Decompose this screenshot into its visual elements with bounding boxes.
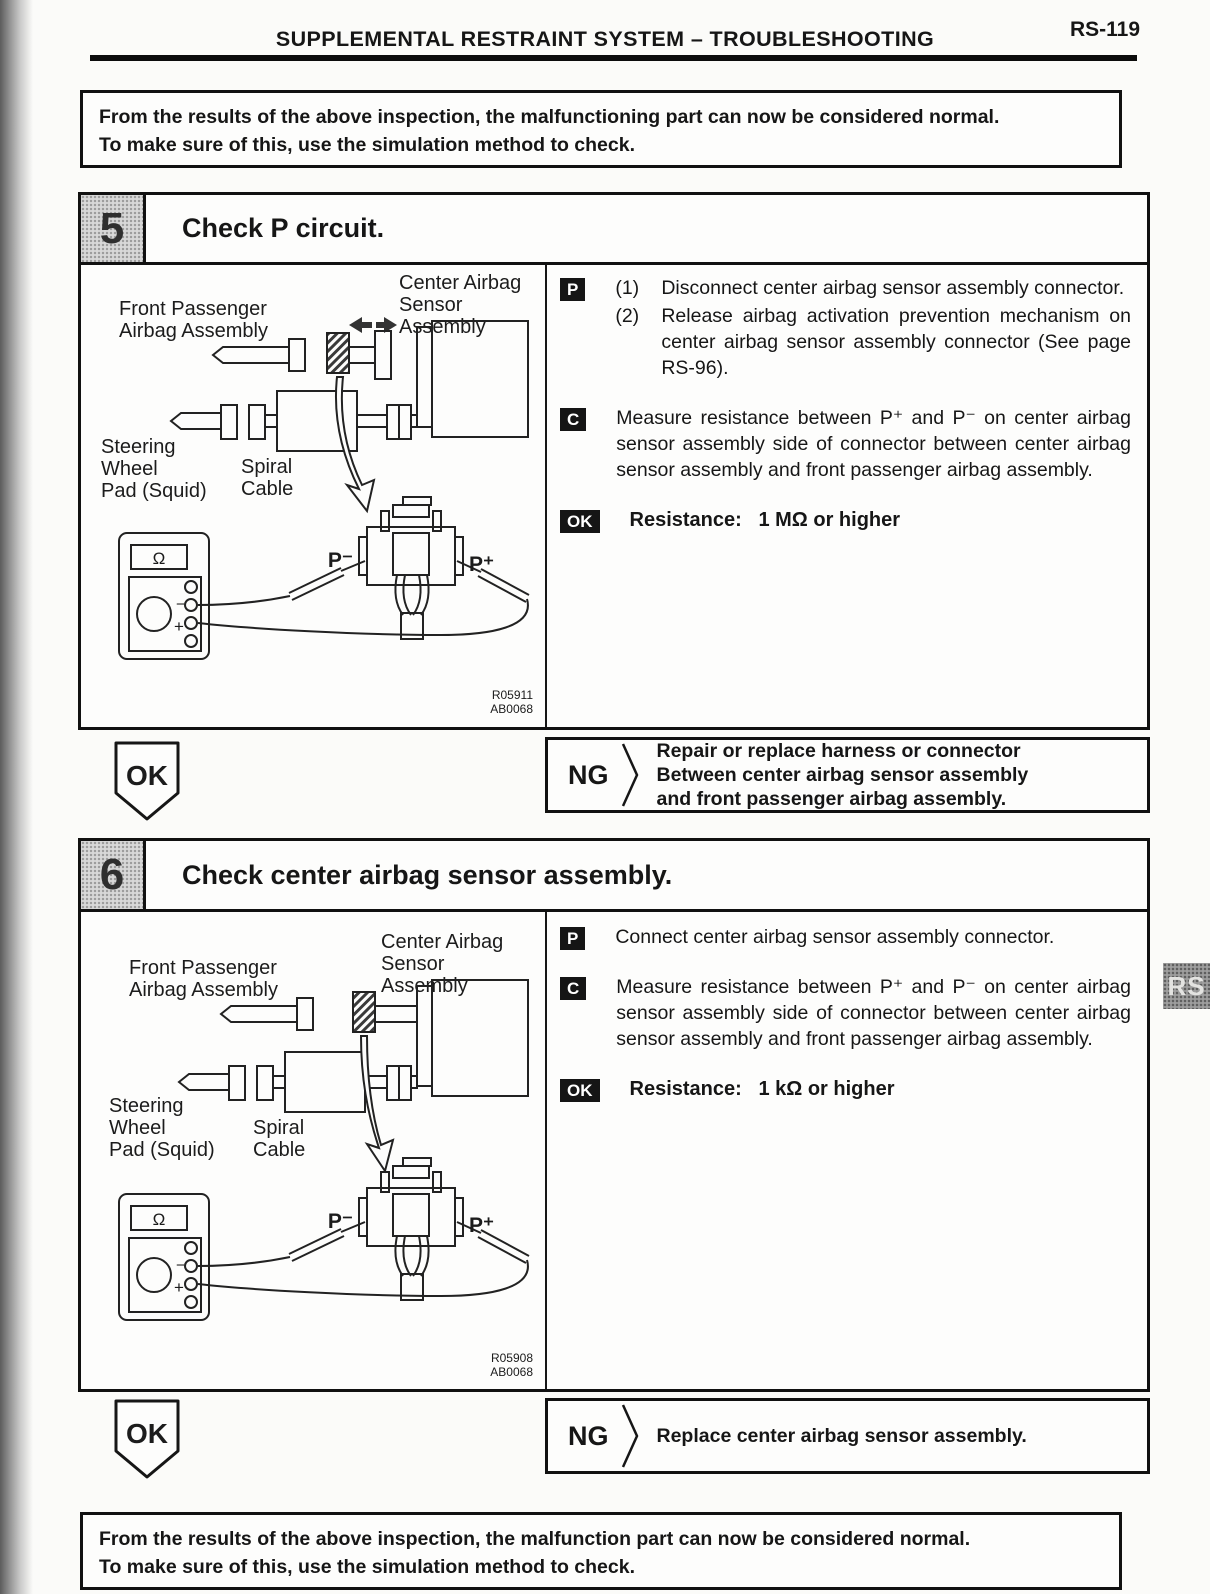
figure-ref2: AB0068	[490, 1365, 533, 1379]
svg-text:Steering: Steering	[109, 1095, 184, 1117]
step6-ok-spec: Resistance: 1 kΩ or higher	[629, 1078, 895, 1100]
step6-prepare-row	[560, 924, 1131, 950]
svg-text:Cable: Cable	[241, 478, 294, 500]
step5-instructions	[547, 265, 1147, 727]
step5-ok-row	[560, 507, 1131, 533]
step5-p-item2: (2) Release airbag activation prevention mechanism on center airbag sensor assembly connector (See page RS-96).	[615, 305, 1131, 379]
svg-text:−: −	[176, 1257, 185, 1274]
step5-p-item1: (1) Disconnect center airbag sensor assembly connector.	[615, 277, 1125, 299]
svg-text:P⁺: P⁺	[469, 1214, 495, 1237]
step6-ng-label: NG	[568, 1420, 609, 1451]
step5-circuit-diagram-icon	[81, 265, 545, 724]
top-note-line1: From the results of the above inspection, the malfunctioning part can now be considered normal.	[99, 106, 1000, 128]
step5-ng-box	[545, 737, 1150, 813]
top-note-box	[80, 90, 1122, 168]
figure-ref2: AB0068	[490, 702, 533, 716]
check-badge: C	[560, 977, 586, 1000]
svg-text:Pad (Squid): Pad (Squid)	[109, 1139, 215, 1161]
step6-circuit-diagram-icon	[81, 912, 545, 1386]
svg-text:Center Airbag: Center Airbag	[399, 272, 522, 294]
svg-text:Pad (Squid): Pad (Squid)	[101, 480, 207, 502]
page-header-title: SUPPLEMENTAL RESTRAINT SYSTEM – TROUBLESHOOTING	[275, 27, 935, 51]
step6-ok-row	[560, 1076, 1131, 1102]
step5-ok-spec: Resistance: 1 MΩ or higher	[629, 509, 901, 531]
bottom-note-line2: To make sure of this, use the simulation method to check.	[99, 1556, 635, 1578]
svg-text:Spiral: Spiral	[241, 456, 293, 478]
step6-ng-box	[545, 1398, 1150, 1474]
step6-instructions	[547, 912, 1147, 1389]
svg-text:OK: OK	[126, 760, 168, 791]
header-rule	[90, 55, 1137, 61]
svg-text:Front Passenger: Front Passenger	[119, 298, 267, 320]
figure-ref1: R05908	[490, 1351, 533, 1365]
figure-ref1: R05911	[491, 688, 533, 702]
top-note-line2: To make sure of this, use the simulation method to check.	[99, 134, 635, 156]
step6-diagram	[81, 912, 547, 1389]
svg-text:Ω: Ω	[152, 549, 166, 568]
svg-text:−: −	[176, 596, 185, 613]
step5-ng-text: Repair or replace harness or connector Between center airbag sensor assembly and front passenger airbag assembly.	[656, 740, 1029, 810]
step6-number: 6	[81, 841, 146, 909]
svg-text:Ω: Ω	[152, 1210, 166, 1229]
svg-text:Assembly: Assembly	[399, 316, 486, 338]
step5-check-text: Measure resistance between P⁺ and P⁻ on center airbag sensor assembly side of connector between center airbag sensor assembly and front passenger airbag assembly.	[616, 407, 1131, 481]
prepare-badge: P	[560, 927, 585, 950]
step6-check-text: Measure resistance between P⁺ and P⁻ on center airbag sensor assembly side of connector between center airbag sensor assembly and front passenger airbag assembly.	[616, 976, 1131, 1050]
svg-text:P⁺: P⁺	[469, 553, 495, 576]
step5-ng-label: NG	[568, 759, 609, 790]
section-tab-rs: RS	[1163, 963, 1210, 1009]
svg-text:Wheel: Wheel	[101, 458, 158, 480]
step6-check-row	[560, 974, 1131, 1052]
step6-header	[78, 838, 1150, 912]
svg-text:Sensor: Sensor	[381, 953, 445, 975]
step6-ok-arrow	[112, 1398, 182, 1482]
svg-text:P⁻: P⁻	[327, 549, 353, 572]
svg-text:+: +	[174, 1278, 184, 1297]
step5-header	[78, 192, 1150, 265]
svg-text:Front Passenger: Front Passenger	[129, 957, 277, 979]
step5-number: 5	[81, 195, 146, 262]
prepare-badge: P	[560, 278, 585, 301]
svg-text:+: +	[174, 617, 184, 636]
step5-prepare-row	[560, 275, 1131, 381]
step5-ok-arrow	[112, 740, 182, 824]
step5-body	[78, 265, 1150, 730]
svg-text:Cable: Cable	[253, 1139, 306, 1161]
ng-chevron-icon	[621, 1404, 641, 1468]
svg-text:OK: OK	[126, 1418, 168, 1449]
step5-check-row	[560, 405, 1131, 483]
page-number: RS-119	[1069, 18, 1140, 41]
ok-small-badge: OK	[560, 1079, 600, 1102]
bottom-note-line1: From the results of the above inspection, the malfunction part can now be considered normal.	[99, 1528, 971, 1550]
step5-diagram	[81, 265, 547, 727]
svg-text:P⁻: P⁻	[327, 1210, 353, 1233]
svg-text:Wheel: Wheel	[109, 1117, 166, 1139]
svg-text:Center Airbag: Center Airbag	[381, 931, 504, 953]
step5-title: Check P circuit.	[182, 213, 385, 243]
step6-body	[78, 912, 1150, 1392]
step6-ng-text: Replace center airbag sensor assembly.	[656, 1425, 1027, 1447]
svg-text:Assembly: Assembly	[381, 975, 468, 997]
step6-prepare-text: Connect center airbag sensor assembly connector.	[615, 926, 1055, 948]
scan-binding-shadow	[0, 0, 34, 1594]
svg-text:Airbag Assembly: Airbag Assembly	[119, 320, 268, 342]
step6-title: Check center airbag sensor assembly.	[182, 859, 673, 890]
svg-text:Airbag Assembly: Airbag Assembly	[129, 979, 278, 1001]
svg-text:Steering: Steering	[101, 436, 176, 458]
bottom-note-box	[80, 1512, 1122, 1590]
svg-text:Sensor: Sensor	[399, 294, 463, 316]
ng-chevron-icon	[621, 743, 641, 807]
check-badge: C	[560, 408, 586, 431]
ok-small-badge: OK	[560, 510, 600, 533]
svg-text:Spiral: Spiral	[253, 1117, 305, 1139]
detail-arrow-icon	[336, 377, 374, 511]
